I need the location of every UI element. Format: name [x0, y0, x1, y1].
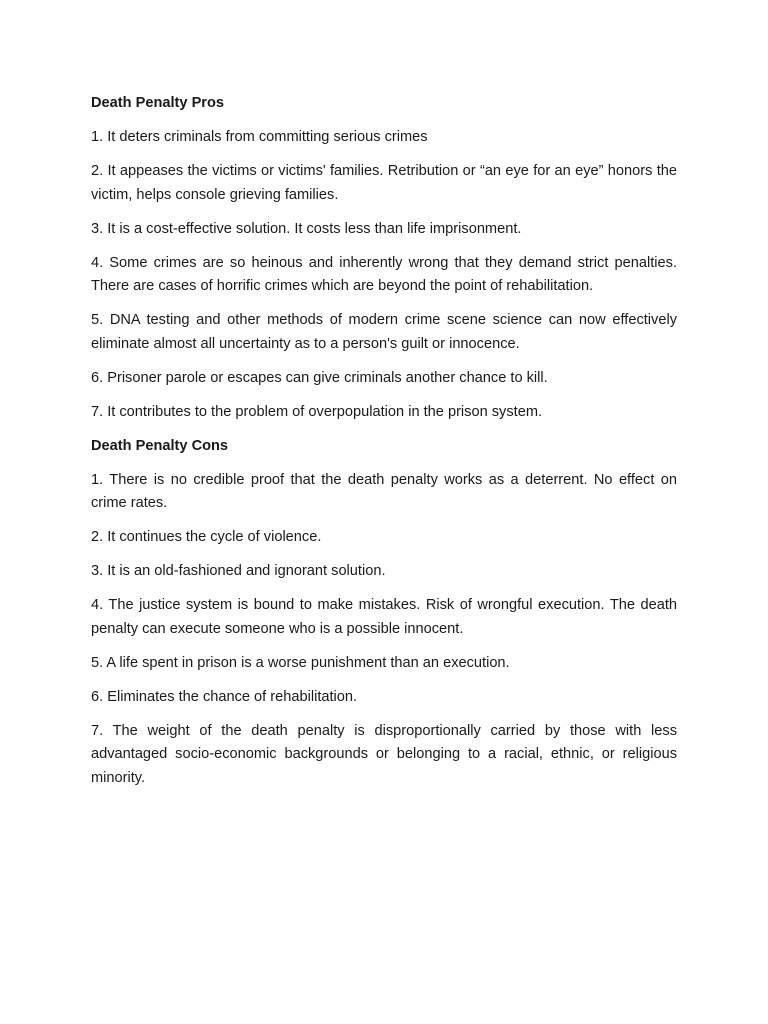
cons-item-3: 3. It is an old-fashioned and ignorant solution. [91, 563, 386, 579]
document-page [91, 92, 677, 801]
cons-section [91, 435, 677, 791]
cons-item-1: 1. There is no credible proof that the death penalty works as a deterrent. No effect on crime rates. [91, 471, 677, 511]
pros-item-3: 3. It is a cost-effective solution. It costs less than life imprisonment. [91, 220, 522, 237]
pros-section [91, 92, 677, 424]
pros-item-4: 4. Some crimes are so heinous and inherently wrong that they demand strict penalties. There are cases of horrific crimes which are beyond the point of rehabilitation. [91, 254, 677, 294]
pros-item-1: 1. It deters criminals from committing serious crimes [91, 129, 428, 145]
pros-item-6: 6. Prisoner parole or escapes can give criminals another chance to kill. [91, 369, 548, 386]
cons-item-6: 6. Eliminates the chance of rehabilitation. [91, 688, 358, 705]
cons-item-5: 5. A life spent in prison is a worse punishment than an execution. [91, 654, 510, 671]
cons-item-2: 2. It continues the cycle of violence. [91, 529, 322, 545]
cons-item-4: 4. The justice system is bound to make mistakes. Risk of wrongful execution. The death penalty can execute someone who is a possible innocent. [91, 597, 677, 637]
pros-heading: Death Penalty Pros [91, 95, 225, 111]
pros-item-2: 2. It appeases the victims or victims' families. Retribution or “an eye for an eye” honors the victim, helps console grieving families. [91, 163, 677, 203]
pros-item-5: 5. DNA testing and other methods of modern crime scene science can now effectively eliminate almost all uncertainty as to a person's guilt or innocence. [91, 312, 677, 352]
pros-item-7: 7. It contributes to the problem of overpopulation in the prison system. [91, 403, 543, 420]
cons-item-7: 7. The weight of the death penalty is disproportionally carried by those with less advantaged socio-economic backgrounds or belonging to a racial, ethnic, or religious minority. [91, 722, 677, 786]
cons-heading: Death Penalty Cons [91, 437, 229, 454]
